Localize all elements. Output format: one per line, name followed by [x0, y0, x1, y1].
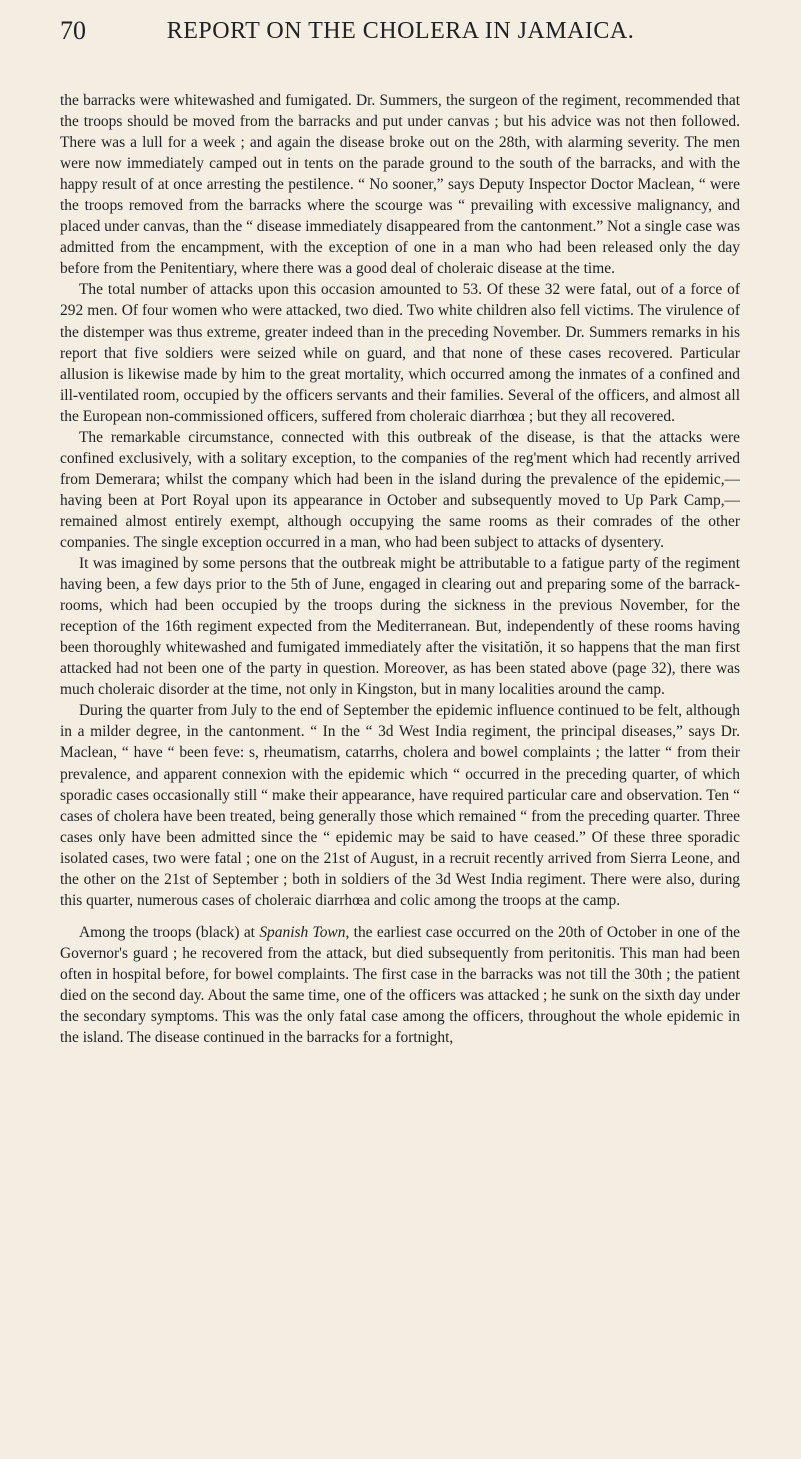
running-head: REPORT ON THE CHOLERA IN JAMAICA. — [166, 18, 635, 44]
place-name-italic: Spanish Town — [259, 923, 346, 941]
body-text — [60, 90, 740, 1048]
paragraph: the barracks were whitewashed and fumigated. Dr. Summers, the surgeon of the regiment, recommended that the troops should be moved from the barracks and put under canvas ; but his advice was not then followed. There was a lull for a week ; and again the disease broke out on the 28th, with alarming severity. The men were now immediately camped out in tents on the parade ground to the south of the barracks, and with the happy result of at once arresting the pestilence. “ No sooner,” says Deputy Inspector Doctor Maclean, “ were the troops removed from the barracks where the scourge was “ prevailing with excessive malignancy, and placed under canvas, than the “ disease immediately disappeared from the cantonment.” Not a single case was admitted from the encampment, with the exception of one in a man who had been released only the day before from the Penitentiary, where there was a good deal of choleraic disease at the time. — [60, 92, 740, 278]
paragraph: The remarkable circumstance, connected with this outbreak of the disease, is that the attacks were confined exclusively, with a solitary exception, to the companies of the reg'ment which had recently arrived from Demerara; whilst the company which had been in the island during the prevalence of the epidemic,— having been at Port Royal upon its appearance in October and subsequently moved to Up Park Camp,—remained almost entirely exempt, although occupying the same rooms as their comrades of the other companies. The single exception occurred in a man, who had been subject to attacks of dysentery. — [60, 428, 740, 551]
paragraph-text: Among the troops (black) at — [79, 923, 260, 941]
paragraph: The total number of attacks upon this occasion amounted to 53. Of these 32 were fatal, out of a force of 292 men. Of four women who were attacked, two died. Two white children also fell victims. The virulence of the distemper was thus extreme, greater indeed than in the preceding November. Dr. Summers remarks in his report that five soldiers were seized while on guard, and that none of these cases recovered. Particular allusion is likewise made by him to the great mortality, which occurred among the inmates of a confined and ill-ventilated room, occupied by the officers servants and their families. Several of the officers, and almost all the European non-commissioned officers, suffered from choleraic diarrhœa ; but they all recovered. — [60, 281, 740, 425]
page-number: 70 — [60, 16, 86, 45]
page-header — [60, 14, 741, 48]
paragraph-text: , the earliest case occurred on the 20th of October in one of the Governor's guard ; he recovered from the attack, but died subsequently from peritonitis. This man had been often in hospital before, for bowel complaints. The first case in the barracks was not till the 30th ; the patient died on the second day. About the same time, one of the officers was attacked ; he sunk on the sixth day under the secondary symptoms. This was the only fatal case among the officers, throughout the whole epidemic in the island. The disease continued in the barracks for a fortnight, — [60, 923, 741, 1047]
paragraph: During the quarter from July to the end of September the epidemic influence continued to be felt, although in a milder degree, in the cantonment. “ In the “ 3d West India regiment, the principal diseases,” says Dr. Maclean, “ have “ been feve: s, rheumatism, catarrhs, cholera and bowel complaints ; the latter “ from their prevalence, and apparent connexion with the epidemic which “ occurred in the preceding quarter, of which sporadic cases occasionally still “ make their appearance, have required particular care and observation. Ten “ cases of cholera have been treated, being generally those which remained “ from the preceding quarter. Three cases only have been admitted since the “ epidemic may be said to have ceased.” Of these three sporadic isolated cases, two were fatal ; one on the 21st of August, in a recruit recently arrived from Sierra Leone, and the other on the 21st of September ; both in soldiers of the 3d West India regiment. There were also, during this quarter, numerous cases of choleraic diarrhœa and colic among the troops at the camp. — [60, 702, 740, 909]
paragraph — [60, 922, 740, 1048]
paragraph: It was imagined by some persons that the outbreak might be attributable to a fatigue party of the regiment having been, a few days prior to the 5th of June, engaged in clearing out and preparing some of the barrack-rooms, which had been occupied by the troops during the sickness in the previous November, for the reception of the 16th regiment expected from the Mediterranean. But, independently of these rooms having been thoroughly whitewashed and fumigated immediately after the visitatiŏn, it so happens that the man first attacked had not been one of the party in question. Moreover, as has been stated above (page 32), there was much choleraic disorder at the time, not only in Kingston, but in many localities around the camp. — [60, 555, 740, 699]
